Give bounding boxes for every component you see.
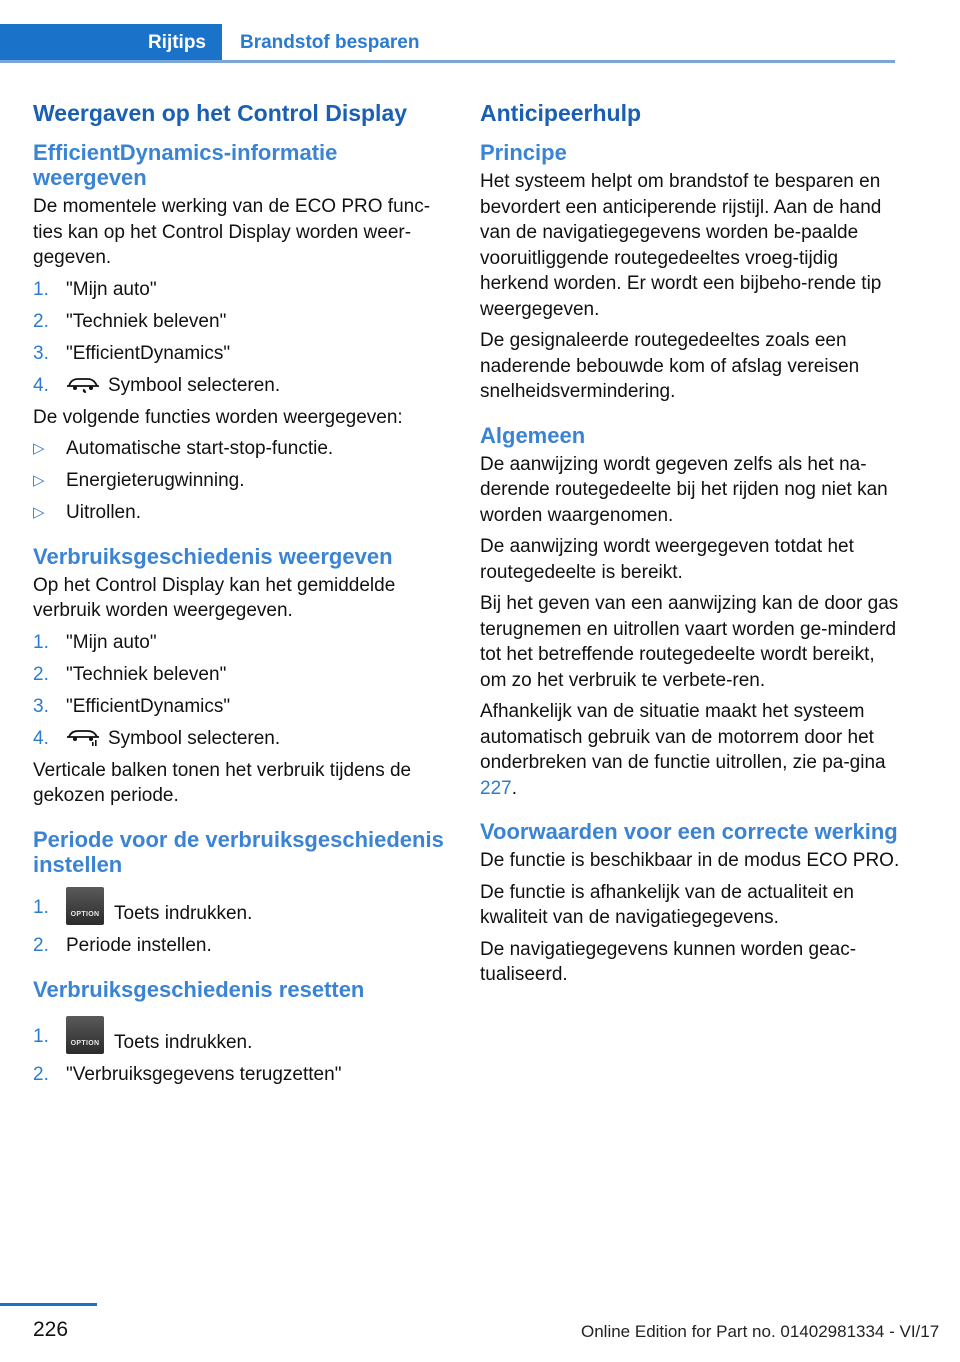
footer-edition: Online Edition for Part no. 01402981334 - VI/17 — [581, 1322, 940, 1341]
header-divider — [0, 60, 895, 63]
heading-principe: Principe — [480, 140, 567, 165]
bullet-text: Automatische start-stop-functie. — [66, 438, 334, 459]
paragraph — [480, 699, 900, 801]
paragraph: De volgende functies worden weergegeven: — [33, 406, 403, 428]
list-item — [33, 500, 453, 526]
steps-list-2 — [33, 630, 453, 752]
step-number: 4. — [33, 374, 49, 396]
step-text: "EfficientDynamics" — [66, 695, 231, 717]
option-label: OPTION — [70, 1039, 100, 1047]
step-number: 2. — [33, 935, 49, 956]
step-number: 2. — [33, 1064, 49, 1085]
step-number: 1. — [33, 631, 49, 653]
step-text: "Mijn auto" — [66, 631, 157, 653]
heading-periode: Periode voor de verbruiksgeschiedenis instellen — [33, 826, 444, 877]
list-item — [33, 309, 453, 335]
car-history-icon — [66, 727, 100, 747]
step-number: 3. — [33, 342, 49, 364]
paragraph: Het systeem helpt om brandstof te besparen en bevordert een anticiperende rijstijl. Aan de hand van de navigatiegegevens worden be-paalde vooruitliggende routegedeeltes vroeg-tijdig herkend worden. Er wordt een bijbeho-rende tip weergegeven. — [480, 171, 882, 320]
option-button-icon — [66, 1016, 104, 1054]
list-item — [33, 436, 453, 462]
list-item — [33, 630, 453, 656]
tab-rijtips[interactable]: Rijtips — [0, 24, 222, 61]
bullet-triangle-icon: ▷ — [33, 440, 45, 457]
step-number: 1. — [33, 896, 49, 918]
tab-brandstof-besparen[interactable]: Brandstof besparen — [240, 31, 420, 53]
page-number: 226 — [33, 1318, 69, 1341]
list-item — [33, 1016, 453, 1056]
list-item — [33, 1062, 453, 1088]
paragraph: Bij het geven van een aanwijzing kan de door gas terugnemen en uitrollen vaart worden ge-minderd tot het betreffende routegedeelte wordt bereikt, om zo het verbruik te verbete-ren. — [480, 593, 899, 691]
list-item — [33, 662, 453, 688]
heading-algemeen: Algemeen — [480, 422, 586, 448]
steps-list-1 — [33, 277, 453, 399]
list-item — [33, 468, 453, 494]
option-label: OPTION — [70, 910, 100, 918]
step-number: 3. — [33, 695, 49, 717]
heading-verbruiksgeschiedenis: Verbruiksgeschiedenis weergeven — [33, 543, 393, 569]
paragraph: De aanwijzing wordt weergegeven totdat het routegedeelte is bereikt. — [480, 536, 854, 583]
bullet-text: Uitrollen. — [66, 502, 141, 523]
steps-list-4 — [33, 1016, 453, 1088]
paragraph: Verticale balken tonen het verbruik tijdens de gekozen periode. — [33, 759, 412, 806]
heading-efficientdynamics: EfficientDynamics-informatie weergeven — [33, 140, 338, 190]
step-number: 2. — [33, 663, 49, 685]
step-number: 2. — [33, 310, 49, 332]
step-text: "EfficientDynamics" — [66, 342, 231, 364]
car-leaf-icon — [66, 374, 100, 394]
step-text: Periode instellen. — [66, 935, 212, 956]
right-column — [480, 98, 900, 994]
paragraph: De aanwijzing wordt gegeven zelfs als het na-derende routegedeelte bij het rijden nog niet kan worden waargenomen. — [480, 453, 888, 526]
bullet-triangle-icon: ▷ — [33, 504, 45, 521]
step-text: Toets indrukken. — [114, 1031, 253, 1053]
step-text: Symbool selecteren. — [108, 374, 281, 396]
steps-list-3 — [33, 887, 453, 959]
step-text: Toets indrukken. — [114, 902, 253, 924]
section-title-weergaven: Weergaven op het Control Display — [33, 100, 408, 126]
footer-accent-line — [0, 1303, 97, 1306]
paragraph: De navigatiegegevens kunnen worden geac-tualiseerd. — [480, 938, 857, 985]
option-button-icon — [66, 887, 104, 925]
list-item — [33, 887, 453, 927]
header-bar — [0, 0, 960, 62]
section-title-anticipeerhulp: Anticipeerhulp — [480, 100, 642, 126]
paragraph: De momentele werking van de ECO PRO func-ties kan op het Control Display worden weer-gegeven. — [33, 196, 431, 268]
paragraph: De gesignaleerde routegedeeltes zoals een naderende bebouwde kom of afslag vereisen snelheidsvermindering. — [480, 330, 860, 402]
step-text: "Verbruiksgegevens terugzetten" — [66, 1064, 342, 1085]
list-item — [33, 373, 453, 399]
bullet-text: Energieterugwinning. — [66, 470, 245, 491]
step-text: "Mijn auto" — [66, 278, 157, 300]
paragraph-text: Afhankelijk van de situatie maakt het systeem automatisch gebruik van de motorrem door het onderbreken van de functie uitrollen, zie pa-gina — [480, 701, 886, 773]
step-text: "Techniek beleven" — [66, 310, 227, 332]
list-item — [33, 726, 453, 752]
step-text: "Techniek beleven" — [66, 663, 227, 685]
step-text: Symbool selecteren. — [108, 727, 281, 749]
list-item — [33, 341, 453, 367]
bullet-list — [33, 436, 453, 526]
heading-voorwaarden: Voorwaarden voor een correcte werking — [480, 819, 898, 844]
step-number: 4. — [33, 727, 49, 749]
paragraph: De functie is beschikbaar in de modus ECO PRO. — [480, 850, 900, 871]
paragraph: Op het Control Display kan het gemiddelde verbruik worden weergegeven. — [33, 574, 396, 621]
punctuation: . — [511, 777, 517, 799]
list-item — [33, 933, 453, 959]
heading-resetten: Verbruiksgeschiedenis resetten — [33, 976, 365, 1002]
list-item — [33, 277, 453, 303]
list-item — [33, 694, 453, 720]
step-number: 1. — [33, 1025, 49, 1047]
left-column — [33, 98, 453, 1094]
page-link-227[interactable]: 227 — [480, 777, 512, 799]
step-number: 1. — [33, 278, 49, 300]
bullet-triangle-icon: ▷ — [33, 472, 45, 489]
paragraph: De functie is afhankelijk van de actualiteit en kwaliteit van de navigatiegegevens. — [480, 881, 854, 928]
